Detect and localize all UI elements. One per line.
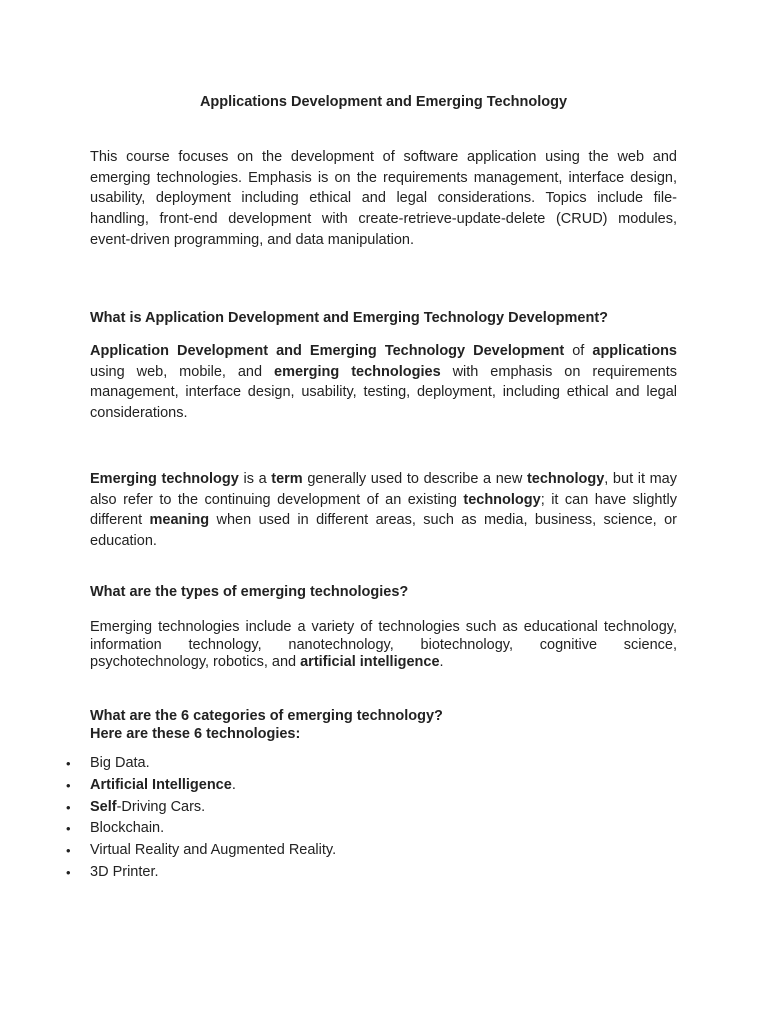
list-item-text: 3D Printer. bbox=[90, 863, 159, 880]
list-item-text: Virtual Reality and Augmented Reality. bbox=[90, 842, 337, 859]
text-run: ; it can have slightly different bbox=[90, 491, 677, 529]
list-item bbox=[90, 775, 677, 797]
bold-text: meaning bbox=[149, 512, 210, 529]
bold-text: Self bbox=[90, 798, 117, 815]
question-heading-app-dev: What is Application Development and Emerging Technology Development? bbox=[90, 310, 609, 326]
text-run: of bbox=[564, 343, 593, 359]
list-item bbox=[90, 753, 677, 775]
emerging-tech-definition-paragraph bbox=[90, 469, 677, 552]
bold-text: artificial intelligence bbox=[300, 654, 440, 670]
bold-text: Application Development and Emerging Technology Development bbox=[90, 343, 565, 359]
bold-text: technology bbox=[526, 471, 605, 487]
list-item-text: Blockchain. bbox=[90, 820, 165, 837]
bold-text: emerging technologies bbox=[274, 363, 441, 380]
list-item-text: . bbox=[231, 776, 236, 793]
bold-text: technology bbox=[463, 491, 541, 508]
text-run: , but it may also refer to the continuing development of an existing bbox=[90, 471, 677, 508]
categories-subheading: Here are these 6 technologies: bbox=[90, 726, 301, 742]
document-title: Applications Development and Emerging Technology bbox=[199, 94, 568, 110]
text-run: using web, mobile, and bbox=[90, 363, 274, 380]
question-heading-categories: What are the 6 categories of emerging technology? bbox=[90, 708, 443, 724]
types-answer-paragraph bbox=[90, 619, 677, 672]
text-run: Emerging technologies include a variety of technologies such as educational technology, information technology, nanotechnology, biotechnology, cognitive science, psychotechnology, robotics, and bbox=[90, 619, 677, 670]
bold-text: term bbox=[271, 471, 303, 487]
text-run: with emphasis on requirements management, interface design, usability, testing, deployment, including ethical and legal considerations. bbox=[90, 363, 677, 422]
text-run: when used in different areas, such as media, business, science, or education. bbox=[90, 512, 677, 550]
bold-text: applications bbox=[592, 343, 677, 359]
list-item-text: -Driving Cars. bbox=[116, 798, 206, 815]
question-heading-types: What are the types of emerging technologies? bbox=[90, 584, 409, 600]
text-run: generally used to describe a new bbox=[302, 471, 527, 487]
list-item-text: Big Data. bbox=[90, 755, 150, 771]
technologies-list bbox=[90, 753, 677, 884]
list-item bbox=[90, 862, 677, 884]
text-run: . bbox=[439, 654, 444, 670]
text-run: is a bbox=[238, 471, 272, 487]
list-item bbox=[90, 818, 677, 840]
bold-text: Emerging technology bbox=[90, 471, 239, 487]
intro-paragraph: This course focuses on the development of software application using the web and emerging technologies. Emphasis is on the requirements management, interface design, usability, deployment including ethical and legal considerations. Topics include file-handling, front-end development with create-retrieve-update-delete (CRUD) modules, event-driven programming, and data manipulation. bbox=[90, 149, 677, 248]
list-item bbox=[90, 840, 677, 862]
app-dev-answer-paragraph bbox=[90, 341, 677, 424]
bold-text: Artificial Intelligence bbox=[90, 776, 232, 793]
list-item bbox=[90, 797, 677, 819]
